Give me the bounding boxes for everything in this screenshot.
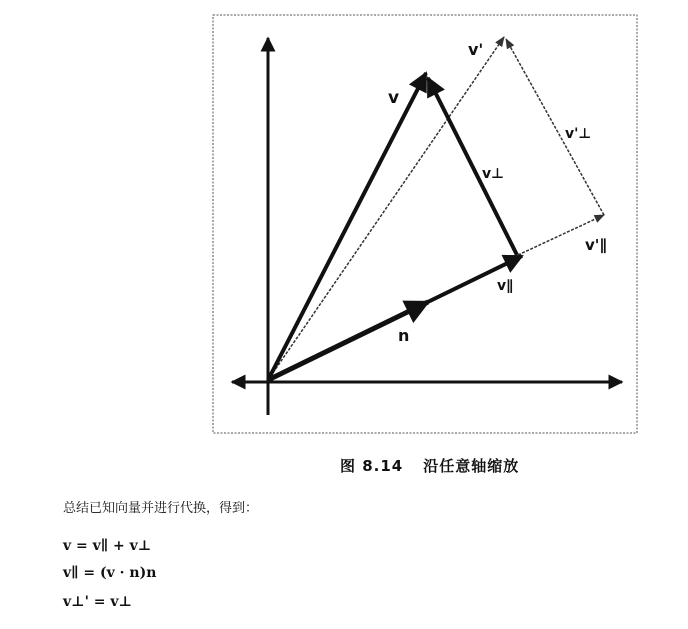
- figure-title: 沿任意轴缩放: [423, 457, 520, 475]
- label-n: n: [398, 326, 410, 345]
- label-v-perp-prime: v'⊥: [565, 126, 592, 142]
- body-paragraph: 总结已知向量并进行代换，得到：: [63, 501, 259, 516]
- figure-number: 图 8.14: [340, 457, 404, 475]
- label-v-prime: v': [468, 40, 484, 59]
- equation-2: v∥ = (v · n)n: [63, 565, 157, 581]
- figure-caption: [340, 455, 519, 476]
- vector-v-prime: [268, 37, 504, 380]
- equation-3: v⊥' = v⊥: [63, 594, 132, 610]
- label-v-perp: v⊥: [482, 166, 504, 182]
- label-v: v: [388, 88, 400, 108]
- label-v-par-prime: v'∥: [585, 236, 607, 254]
- label-v-par: v∥: [497, 278, 514, 294]
- equation-1: v = v∥ + v⊥: [63, 538, 152, 554]
